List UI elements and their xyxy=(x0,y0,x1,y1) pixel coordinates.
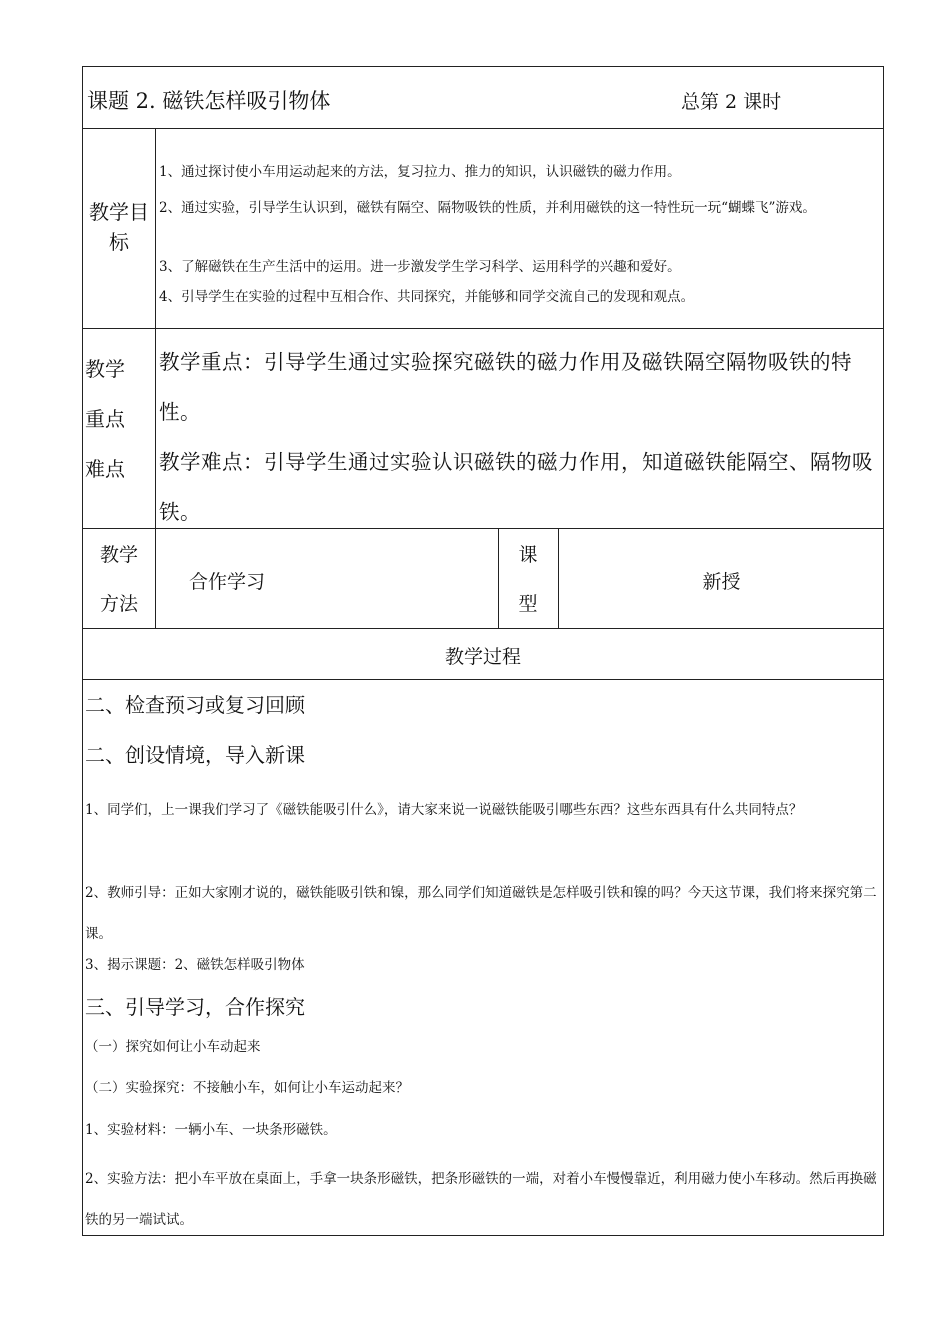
column-divider xyxy=(155,529,156,628)
teaching-difficulty: 教学难点：引导学生通过实验认识磁铁的磁力作用，知道磁铁能隔空、隔物吸铁。 xyxy=(159,450,873,524)
objectives-label-line: 教学目 xyxy=(89,200,149,224)
section-heading: 二、创设情境，导入新课 xyxy=(85,743,305,767)
method-label-line: 教学 xyxy=(99,544,138,566)
teaching-focus: 教学重点：引导学生通过实验探究磁铁的磁力作用及磁铁隔空隔物吸铁的特性。 xyxy=(159,350,852,424)
objectives-row xyxy=(83,129,883,329)
lesson-period: 总第 2 课时 xyxy=(681,91,782,113)
process-title: 教学过程 xyxy=(444,646,521,668)
key-points-row xyxy=(83,329,883,529)
key-points-label-line: 教学 xyxy=(85,357,125,381)
paragraph: 2、实验方法：把小车平放在桌面上，手拿一块条形磁铁，把条形磁铁的一端，对着小车慢慢靠近，利用磁力使小车移动。然后再换磁铁的另一端试试。 xyxy=(85,1171,877,1228)
paragraph: 1、同学们，上一课我们学习了《磁铁能吸引什么》，请大家来说一说磁铁能吸引哪些东西？这些东西具有什么共同特点？ xyxy=(85,802,803,818)
lesson-title: 课题 2. 磁铁怎样吸引物体 xyxy=(87,89,331,113)
method-label xyxy=(83,531,155,629)
paragraph: 3、揭示课题：2、磁铁怎样吸引物体 xyxy=(85,957,305,973)
section-heading: 二、检查预习或复习回顾 xyxy=(85,693,305,717)
section-heading: 三、引导学习，合作探究 xyxy=(85,995,305,1019)
paragraph: 1、实验材料：一辆小车、一块条形磁铁。 xyxy=(85,1122,337,1138)
objectives-label xyxy=(83,197,155,257)
lesson-plan-table xyxy=(82,66,884,1236)
lesson-type-label xyxy=(498,531,558,629)
objective-item: 1、通过探讨使小车用运动起来的方法，复习拉力、推力的知识，认识磁铁的磁力作用。 xyxy=(159,164,681,180)
key-points-label-line: 难点 xyxy=(85,457,125,481)
key-points-label-line: 重点 xyxy=(85,407,125,431)
method-value: 合作学习 xyxy=(189,571,266,593)
lesson-type-label-line: 型 xyxy=(518,593,538,615)
objective-item: 2、通过实验，引导学生认识到，磁铁有隔空、隔物吸铁的性质，并利用磁铁的这一特性玩一玩“蝴蝶飞”游戏。 xyxy=(159,200,816,216)
method-row xyxy=(83,529,883,629)
objective-item: 3、了解磁铁在生产生活中的运用。进一步激发学生学习科学、运用科学的兴趣和爱好。 xyxy=(159,259,681,275)
lesson-type-label-line: 课 xyxy=(518,544,538,566)
column-divider xyxy=(155,329,156,528)
title-row xyxy=(83,67,883,129)
method-label-line: 方法 xyxy=(99,593,138,615)
lesson-type-value: 新授 xyxy=(702,571,741,593)
column-divider xyxy=(155,129,156,328)
objective-item: 4、引导学生在实验的过程中互相合作、共同探究，并能够和同学交流自己的发现和观点。 xyxy=(159,289,695,305)
objectives-label-line: 标 xyxy=(109,230,129,254)
paragraph: 2、教师引导：正如大家刚才说的，磁铁能吸引铁和镍，那么同学们知道磁铁是怎样吸引铁和镍的吗？今天这节课，我们将来探究第二课。 xyxy=(85,885,877,942)
subsection: （二）实验探究：不接触小车，如何让小车运动起来？ xyxy=(85,1080,409,1096)
process-title-row xyxy=(83,629,883,680)
subsection: （一）探究如何让小车动起来 xyxy=(85,1039,261,1055)
key-points-label xyxy=(85,344,125,494)
